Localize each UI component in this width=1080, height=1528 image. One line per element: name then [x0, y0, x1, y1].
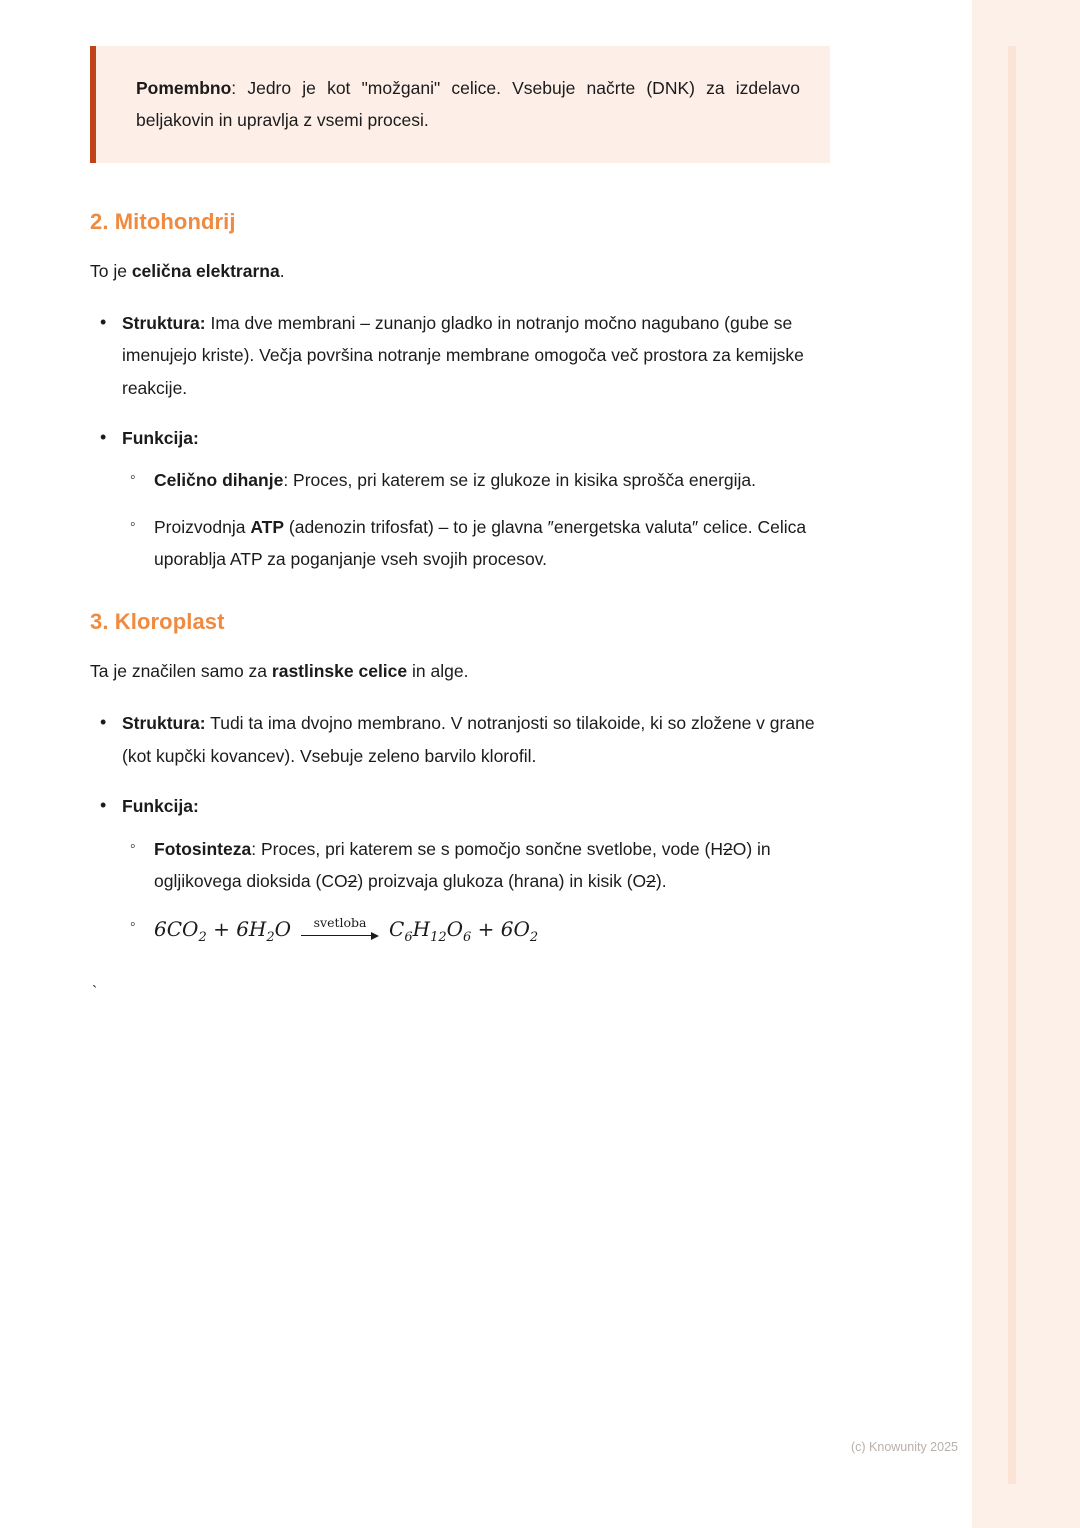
- sub-bullet-label: Fotosinteza: [154, 838, 252, 859]
- lead-suffix: .: [279, 260, 285, 281]
- equation-right: $C_6H_{12}O_6 + 6O_2$: [389, 917, 539, 946]
- lead-suffix: in alge.: [407, 661, 469, 682]
- bullet-text: Ima dve membrani – zunanjo gladko in notranjo močno nagubano (gube se imenujejo kriste). Večja površina notranje membrane omogoča več prostora za kemijske reakcije.: [122, 312, 804, 398]
- document-content: [90, 46, 830, 1002]
- sub-bullet-list: [122, 833, 830, 951]
- bullet-list-mitohondrij: [90, 307, 830, 576]
- sub-bullet-label: ATP: [250, 516, 285, 537]
- lead-prefix: Ta je značilen samo za: [90, 661, 272, 682]
- section-lead-kloroplast: [90, 657, 830, 685]
- callout-label: Pomembno: [136, 78, 232, 98]
- lead-bold: celična elektrarna: [131, 260, 280, 281]
- bullet-label: Funkcija:: [122, 796, 199, 817]
- sub-bullet-text: (adenozin trifosfat) – to je glavna ″energetska valuta″ celice. Celica uporablja ATP za poganjanje vseh svojih procesov.: [154, 516, 807, 569]
- section-lead-mitohondrij: [90, 257, 830, 285]
- sub-bullet-text: : Proces, pri katerem se iz glukoze in kisika sprošča energija.: [283, 470, 757, 491]
- bullet-label: Struktura:: [122, 713, 206, 734]
- sub-bullet-pre: Proizvodnja: [154, 516, 251, 537]
- sub-bullet-list: [122, 464, 830, 575]
- list-item: [122, 464, 830, 496]
- bullet-list-kloroplast: [90, 707, 830, 950]
- arrow-label: svetloba: [313, 914, 367, 930]
- bullet-label: Funkcija:: [122, 427, 199, 448]
- list-item: [122, 511, 830, 576]
- equation-left: ◦ $6CO_2 + 6H_2O$: [154, 917, 292, 946]
- bullet-text: Tudi ta ima dvojno membrano. V notranjosti so tilakoide, ki so zložene v grane (kot kupčki kovancev). Vsebuje zeleno barvilo klorofil.: [122, 713, 815, 766]
- right-margin-strip: [972, 0, 1080, 1528]
- sub-bullet-label: Celično dihanje: [154, 470, 284, 491]
- list-item: [90, 790, 830, 950]
- list-item: [122, 833, 830, 898]
- reaction-arrow-icon: [301, 914, 379, 942]
- bullet-label: Struktura:: [122, 312, 206, 333]
- lead-bold: rastlinske celice: [271, 661, 408, 682]
- sub-bullet-text: : Proces, pri katerem se s pomočjo sončne svetlobe, vode (H2O) in ogljikovega dioksida (CO2) proizvaja glukoza (hrana) in kisik (O2).: [154, 838, 771, 891]
- callout-text: [136, 72, 800, 137]
- arrow-line: [301, 930, 379, 941]
- photosynthesis-equation: [154, 911, 538, 950]
- section-heading-mitohondrij: 2. Mitohondrij: [90, 208, 236, 234]
- callout-body: : Jedro je kot "možgani" celice. Vsebuje načrte (DNK) za izdelavo beljakovin in upravlja z vsemi procesi.: [136, 78, 800, 131]
- list-item: [122, 911, 830, 950]
- stray-backtick-mark: `: [92, 984, 98, 1002]
- list-item: [90, 707, 830, 772]
- footer-credit: (c) Knowunity 2025: [850, 1440, 958, 1454]
- right-margin-accent-line: [1008, 46, 1016, 1484]
- lead-prefix: To je: [90, 260, 132, 281]
- section-heading-kloroplast: 3. Kloroplast: [90, 609, 225, 635]
- list-item: [90, 307, 830, 404]
- important-callout: [90, 46, 830, 163]
- list-item: [90, 422, 830, 576]
